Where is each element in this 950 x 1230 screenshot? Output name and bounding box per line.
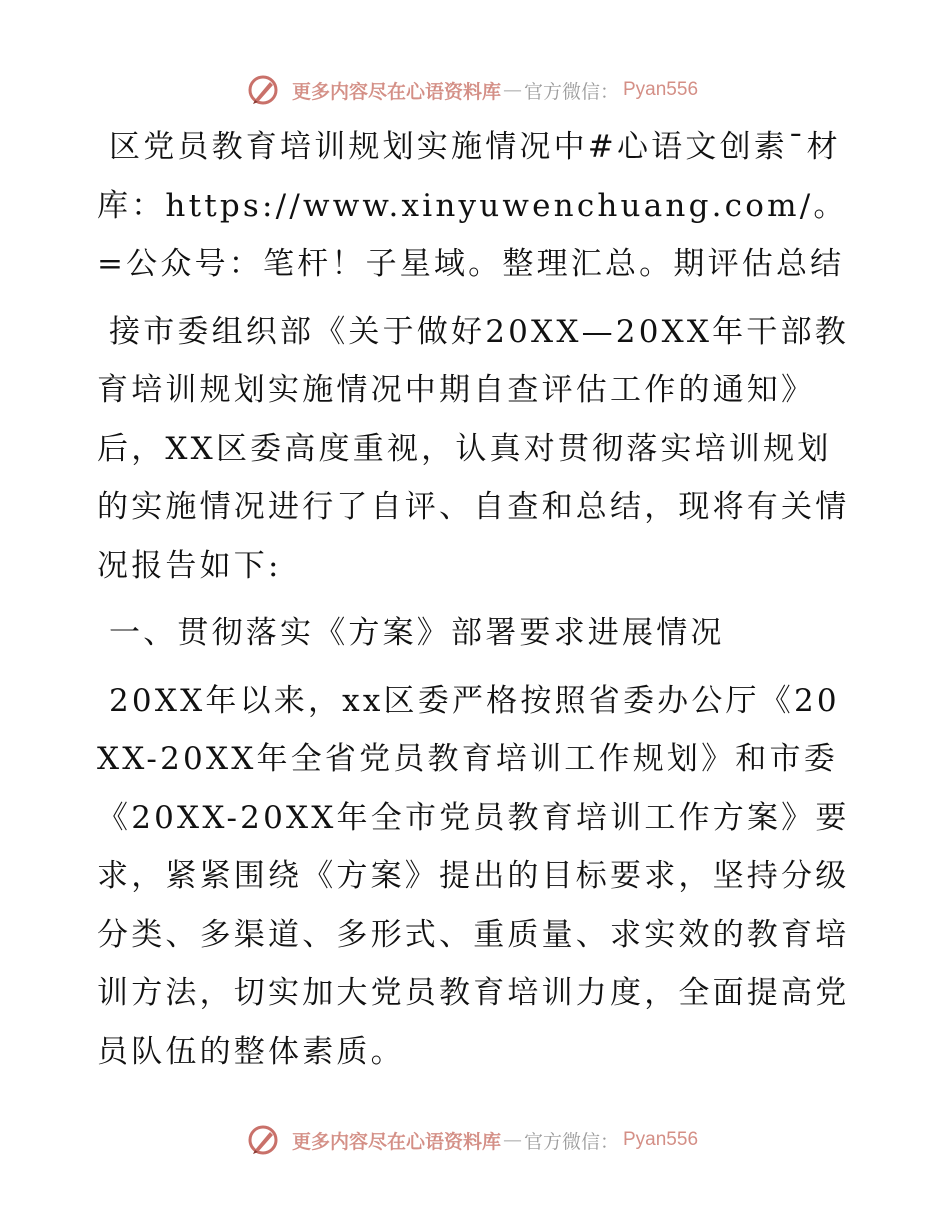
watermark-brand: 更多内容尽在心语资料库 bbox=[291, 80, 501, 103]
intro-paragraph: 接市委组织部《关于做好20XX—20XX年干部教育培训规划实施情况中期自查评估工作的通知》后，XX区委高度重视，认真对贯彻落实培训规划的实施情况进行了自评、自查和总结，现将有关情况报告如下: bbox=[97, 313, 850, 584]
pen-logo-icon bbox=[246, 73, 280, 107]
footer-watermark bbox=[0, 1120, 950, 1160]
body-paragraph: 20XX年以来，xx区委严格按照省委办公厅《20XX-20XX年全省党员教育培训工作规划》和市委《20XX-20XX年全市党员教育培训工作方案》要求，紧紧围绕《方案》提出的目标要求，坚持分级分类、多渠道、多形式、重质量、求实效的教育培训方法，切实加大党员教育培训力度，全面提高党员队伍的整体素质。 bbox=[97, 682, 850, 1070]
watermark-label: 官方微信： bbox=[523, 1130, 619, 1153]
watermark-account: Pyan556 bbox=[623, 1129, 699, 1150]
document-title: 区党员教育培训规划实施情况中#心语文创素¯材库：https://www.xinyuwenchuang.com/。=公众号：笔杆！子星域。整理汇总。期评估总结 bbox=[97, 129, 848, 282]
document-body bbox=[97, 118, 857, 1090]
watermark-brand: 更多内容尽在心语资料库 bbox=[291, 1130, 501, 1153]
header-watermark bbox=[0, 70, 950, 110]
watermark-account: Pyan556 bbox=[623, 79, 699, 100]
section-heading: 一、贯彻落实《方案》部署要求进展情况 bbox=[109, 615, 725, 651]
watermark-label: 官方微信： bbox=[523, 80, 619, 103]
watermark-separator: — bbox=[502, 79, 522, 101]
watermark-separator: — bbox=[502, 1129, 522, 1151]
pen-logo-icon bbox=[246, 1123, 280, 1157]
